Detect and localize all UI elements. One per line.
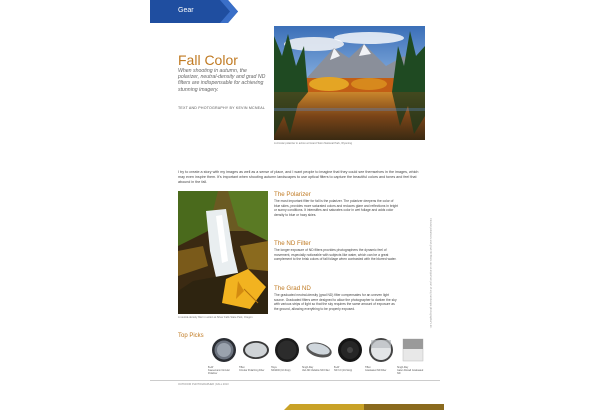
footer-divider <box>150 380 440 381</box>
landscape-photo <box>274 26 425 140</box>
filter-product <box>369 338 393 362</box>
top-picks-heading: Top Picks <box>178 333 204 339</box>
filter-product <box>212 338 236 362</box>
banner-shape <box>150 0 238 23</box>
filter-product <box>305 340 334 360</box>
section-banner <box>150 0 238 23</box>
article-title: Fall Color <box>178 52 238 68</box>
section-body-polarizer: The most important filter for fall is the polarizer. The polarizer deepens the color of blue skies, provides more saturated colors and reduces glare and reflections in bright or sunny conditions. It intensifies and saturates color in wet foliage and adds color density to blue or hazy skies. <box>274 199 399 217</box>
photo-caption: A circular polarizer in action at Grand Teton National Park, Wyoming <box>274 142 353 145</box>
product-filters-row <box>200 336 435 364</box>
footer-text: OUTDOOR PHOTOGRAPHER | FALL 2013 <box>178 383 229 386</box>
filter-product <box>275 338 299 362</box>
section-body-nd-filter: The longer exposure of ND filters provides photographers the dynamic feel of movement, especially noticeable with subjects like water, which can be a great complement to the brisk colors of fall foliage when contrasted with the blurred water. <box>274 248 397 262</box>
filter-product <box>403 339 423 361</box>
grand-teton-image <box>274 26 425 140</box>
photo-caption: A neutral-density filter in action at Silver Falls State Park, Oregon <box>178 316 253 319</box>
section-body-grad-nd: The graduated neutral-density (grad ND) filter compensates for an uneven light source. Graduated filters were designed to allow the photographer to darken the sky with various strips of light so that the sky requires the same amount of exposure as the ground, allowing everything to be properly exposed. <box>274 293 397 311</box>
section-label: Gear <box>178 7 194 14</box>
article-subtitle: When shooting in autumn, the polarizer, neutral-density and grad ND filters are indispensable for achieving stunning imagery. <box>178 68 266 93</box>
bottom-color-bar <box>284 397 444 403</box>
section-heading-nd-filter: The ND Filter <box>274 240 311 247</box>
article-byline: TEXT AND PHOTOGRAPHY BY KEVIN MCNEAL <box>178 106 266 110</box>
waterfall-image <box>178 191 268 314</box>
intro-paragraph: I try to create a story with my images as well as a sense of place, and I want people to imagine that they could see themselves in the images, which may even inspire them. It's important when shooting autumn landscapes to use optical filters to capture the beautiful colors and tones and feel that abound in the fall. <box>178 170 419 184</box>
side-note-text: Circular polarizers and grad ND filters are an important part of any landscape photographer's kit. <box>429 218 432 329</box>
waterfall-photo <box>178 191 268 314</box>
filter-product <box>338 338 362 362</box>
bottom-bar-shape <box>284 404 444 410</box>
filter-product <box>243 341 269 359</box>
section-heading-polarizer: The Polarizer <box>274 191 311 198</box>
side-note <box>428 218 432 338</box>
section-heading-grad-nd: The Grad ND <box>274 285 311 292</box>
